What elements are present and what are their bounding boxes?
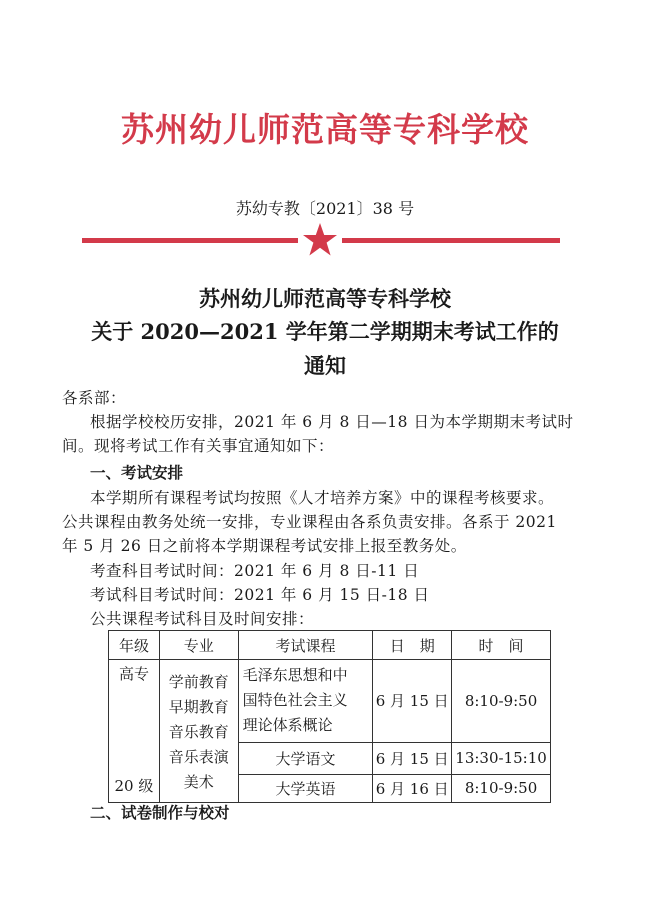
course-cell (238, 660, 373, 743)
date-cell: 6 月 16 日 (373, 774, 452, 802)
time-cell: 13:30-15:10 (452, 742, 551, 774)
org-name-letterhead: 苏州幼儿师范高等专科学校 (121, 110, 529, 149)
grade-top: 高专 (118, 665, 149, 683)
check-exam-time: 考查科目考试时间：2021 年 6 月 8 日-11 日 (90, 562, 420, 580)
grade-cell (109, 660, 160, 803)
major-item: 音乐表演 (168, 748, 229, 766)
header-course: 考试课程 (238, 631, 373, 660)
course-cell: 大学语文 (238, 742, 373, 774)
course-line: 毛泽东思想和中 (242, 666, 348, 685)
header-major: 专业 (159, 631, 238, 660)
notice-title-line-3: 通知 (304, 353, 346, 378)
schedule-intro: 公共课程考试科目及时间安排： (90, 610, 315, 628)
salutation: 各系部： (62, 389, 127, 407)
section-2-heading: 二、试卷制作与校对 (90, 803, 230, 822)
major-item: 音乐教育 (168, 723, 229, 741)
red-divider-left (82, 238, 298, 243)
grade-bottom: 20 级 (114, 777, 154, 795)
major-item: 早期教育 (168, 698, 229, 716)
notice-title-line-1: 苏州幼儿师范高等专科学校 (199, 286, 451, 311)
course-line: 国特色社会主义 (242, 691, 348, 710)
table-header-row (109, 631, 551, 660)
course-line: 理论体系概论 (242, 716, 333, 735)
intro-line-1: 根据学校校历安排，2021 年 6 月 8 日—18 日为本学期期末考试时 (90, 413, 574, 431)
course-cell: 大学英语 (238, 774, 373, 802)
header-date: 日 期 (373, 631, 452, 660)
section-1-para-line-3: 年 5 月 26 日之前将本学期课程考试安排上报至教务处。 (62, 537, 467, 555)
time-cell: 8:10-9:50 (452, 774, 551, 802)
major-item: 学前教育 (168, 673, 229, 691)
red-star-icon (302, 222, 338, 258)
time-cell: 8:10-9:50 (452, 660, 551, 743)
majors-cell (159, 660, 238, 803)
section-1-heading: 一、考试安排 (90, 463, 184, 482)
notice-title-line-2: 关于 2020—2021 学年第二学期期末考试工作的 (91, 319, 559, 344)
section-1-para-line-2: 公共课程由教务处统一安排，专业课程由各系负责安排。各系于 2021 (62, 513, 557, 531)
header-time: 时 间 (452, 631, 551, 660)
header-grade: 年级 (109, 631, 160, 660)
table-row (109, 660, 551, 743)
major-item: 美术 (183, 773, 214, 791)
date-cell: 6 月 15 日 (373, 660, 452, 743)
section-1-para-line-1: 本学期所有课程考试均按照《人才培养方案》中的课程考核要求。 (90, 489, 555, 507)
red-divider-right (342, 238, 560, 243)
test-exam-time: 考试科目考试时间：2021 年 6 月 15 日-18 日 (90, 586, 430, 604)
document-number: 苏幼专教〔2021〕38 号 (235, 199, 415, 218)
intro-line-2: 间。现将考试工作有关事宜通知如下： (62, 437, 335, 455)
date-cell: 6 月 15 日 (373, 742, 452, 774)
exam-schedule-table (108, 630, 551, 803)
